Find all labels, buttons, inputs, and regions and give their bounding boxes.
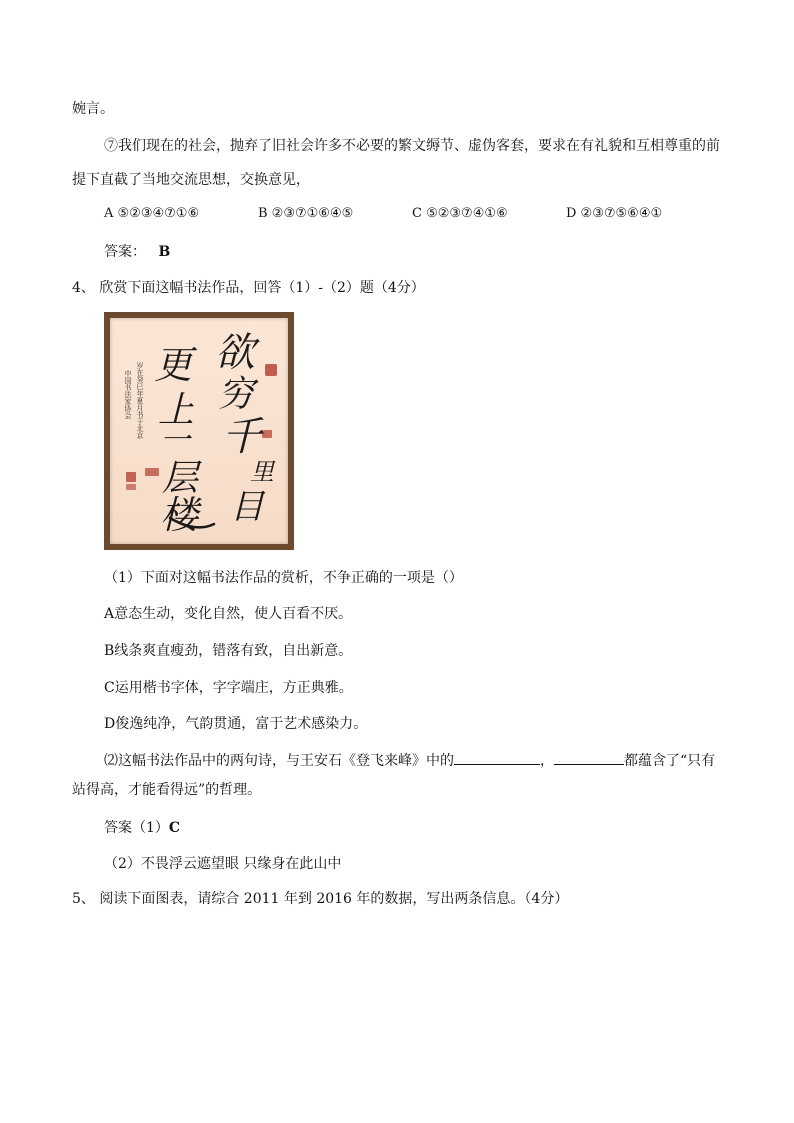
- text-line-2: ⑦我们现在的社会，抛弃了旧社会许多不必要的繁文缛节、虚伪客套，要求在有礼貌和互相尊重的前: [104, 138, 720, 154]
- calligraphy-paper: [110, 318, 288, 544]
- q3-option-c: C ⑤②③⑦④①⑥: [412, 206, 508, 221]
- q3-answer: [104, 242, 170, 262]
- q3-answer-label: 答案：: [104, 244, 146, 260]
- calligraphy-char-col2-5: 楼: [160, 493, 199, 537]
- q3-answer-value: B: [158, 244, 171, 260]
- calligraphy-char-col1-1: 欲: [215, 330, 255, 376]
- seal-mark-1: [265, 364, 277, 376]
- seal-mark-5: [145, 468, 159, 476]
- q4-option-c: C运用楷书字体，字字端庄，方正典雅。: [104, 680, 353, 696]
- answer-blank-1: [454, 750, 540, 765]
- q3-option-b: B ②③⑦①⑥④⑤: [258, 206, 354, 221]
- calligraphy-char-col1-2: 穷: [218, 374, 255, 415]
- text-line-1: 婉言。: [72, 101, 114, 117]
- q4-stem: 4、 欣赏下面这幅书法作品，回答（1）-（2）题（4分）: [72, 280, 425, 296]
- q4-sub2-separator: ，: [540, 753, 554, 769]
- q4-answer-1-value: C: [168, 820, 181, 836]
- q4-sub2-cont: 站得高，才能看得远”的哲理。: [72, 782, 262, 798]
- q4-sub2: [104, 750, 715, 771]
- calligraphy-char-col2-2: 上: [158, 390, 195, 431]
- calligraphy-artwork: [104, 312, 294, 550]
- q3-option-a: A ⑤②③④⑦①⑥: [104, 206, 200, 221]
- q4-sub1: （1）下面对这幅书法作品的赏析，不争正确的一项是（）: [104, 570, 463, 586]
- q4-answer-2: （2）不畏浮云遮望眼 只缘身在此山中: [104, 856, 342, 872]
- calligraphy-inscription-1: 岁在癸巳年夏月书于北京: [136, 362, 144, 439]
- calligraphy-char-col1-3: 千: [222, 414, 262, 460]
- q5-stem: 5、 阅读下面图表，请综合 2011 年到 2016 年的数据，写出两条信息。（4分）: [72, 891, 569, 907]
- calligraphy-inscription-2: 中国书法家协会: [124, 370, 132, 419]
- seal-mark-2: [262, 430, 272, 438]
- q3-option-d: D ②③⑦⑤⑥④①: [566, 206, 663, 221]
- calligraphy-char-col2-3: 一: [160, 423, 190, 458]
- text-line-3: 提下直截了当地交流思想，交换意见，: [72, 172, 310, 188]
- seal-mark-3: [126, 472, 136, 482]
- seal-mark-4: [126, 484, 136, 490]
- q4-option-d: D俊逸纯净，气韵贯通，富于艺术感染力。: [104, 716, 368, 732]
- calligraphy-drawing: [110, 318, 288, 544]
- answer-blank-2: [554, 750, 624, 765]
- calligraphy-char-col1-4: 里: [250, 458, 274, 486]
- q4-option-a: A意态生动，变化自然，使人百看不厌。: [104, 606, 353, 622]
- q4-answer-1: [104, 818, 180, 838]
- q4-answer-1-label: 答案（1）: [104, 820, 169, 836]
- q4-option-b: B线条爽直瘦劲，错落有致，自出新意。: [104, 643, 353, 659]
- q4-sub2-text-a: ⑵这幅书法作品中的两句诗，与王安石《登飞来峰》中的: [104, 753, 454, 769]
- q4-sub2-text-b: 都蕴含了“只有: [624, 753, 716, 769]
- calligraphy-char-col1-5: 目: [230, 487, 264, 527]
- calligraphy-char-col2-4: 层: [162, 458, 199, 499]
- calligraphy-char-col2-1: 更: [154, 343, 193, 387]
